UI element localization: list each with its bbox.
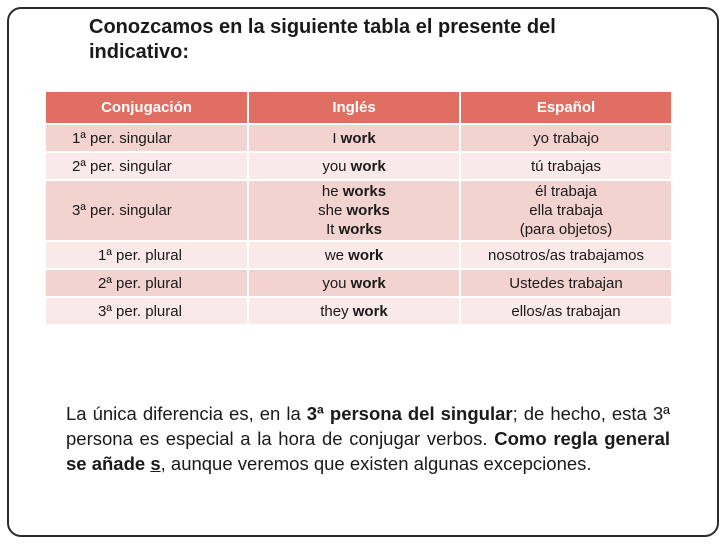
table-row	[46, 180, 671, 241]
slide-frame	[7, 7, 719, 537]
table-row	[46, 152, 671, 180]
column-header-espanol: Español	[460, 92, 671, 124]
explanation-paragraph	[66, 401, 670, 476]
column-header-conjugacion: Conjugación	[46, 92, 248, 124]
english-cell	[248, 241, 460, 269]
spanish-line: él trabaja	[535, 183, 597, 200]
column-header-ingles: Inglés	[248, 92, 460, 124]
spanish-cell: Ustedes trabajan	[460, 269, 671, 297]
spanish-cell: tú trabajas	[460, 152, 671, 180]
english-cell	[248, 124, 460, 152]
english-cell	[248, 180, 460, 241]
spanish-cell: nosotros/as trabajamos	[460, 241, 671, 269]
person-cell: 2ª per. plural	[46, 269, 248, 297]
conjugation-table	[46, 92, 671, 324]
emphasis-third-person: 3ª persona del singular	[306, 402, 513, 424]
pronoun: It	[326, 221, 339, 238]
english-cell	[248, 152, 460, 180]
english-cell	[248, 269, 460, 297]
emphasis-letter-s: s	[150, 452, 161, 474]
verb: works	[346, 202, 390, 219]
paragraph-text: La única diferencia es, en la	[66, 402, 307, 424]
verb: work	[350, 157, 386, 175]
table-row	[46, 124, 671, 152]
person-cell: 3ª per. plural	[46, 297, 248, 324]
emphasis-general-rule: Como regla general se añade	[66, 427, 671, 474]
person-cell: 1ª per. singular	[46, 124, 248, 152]
table-row	[46, 297, 671, 324]
spanish-line: ella trabaja	[529, 202, 603, 219]
verb: work	[352, 302, 388, 320]
table-row	[46, 241, 671, 269]
spanish-cell: ellos/as trabajan	[460, 297, 671, 324]
pronoun: I	[332, 129, 341, 147]
person-cell: 3ª per. singular	[46, 180, 248, 241]
english-cell	[248, 297, 460, 324]
verb: works	[342, 183, 387, 200]
pronoun: they	[320, 302, 353, 320]
verb: work	[340, 129, 376, 147]
verb: work	[348, 246, 384, 264]
person-cell: 1ª per. plural	[46, 241, 248, 269]
spanish-line: (para objetos)	[519, 221, 613, 238]
pronoun: we	[324, 246, 349, 264]
paragraph-text: ; de hecho, esta 3ª persona es especial a la hora de conjugar verbos.	[66, 402, 670, 449]
pronoun: you	[322, 157, 351, 175]
spanish-cell: yo trabajo	[460, 124, 671, 152]
table-row	[46, 269, 671, 297]
person-cell: 2ª per. singular	[46, 152, 248, 180]
table-header-row	[46, 92, 671, 124]
verb: works	[338, 221, 382, 238]
pronoun: he	[321, 183, 343, 200]
pronoun: you	[322, 274, 351, 292]
spanish-cell	[460, 180, 671, 241]
page-title: Conozcamos en la siguiente tabla el presente del indicativo:	[89, 16, 556, 63]
pronoun: she	[318, 202, 347, 219]
paragraph-text: , aunque veremos que existen algunas excepciones.	[160, 452, 592, 474]
verb: work	[350, 274, 386, 292]
